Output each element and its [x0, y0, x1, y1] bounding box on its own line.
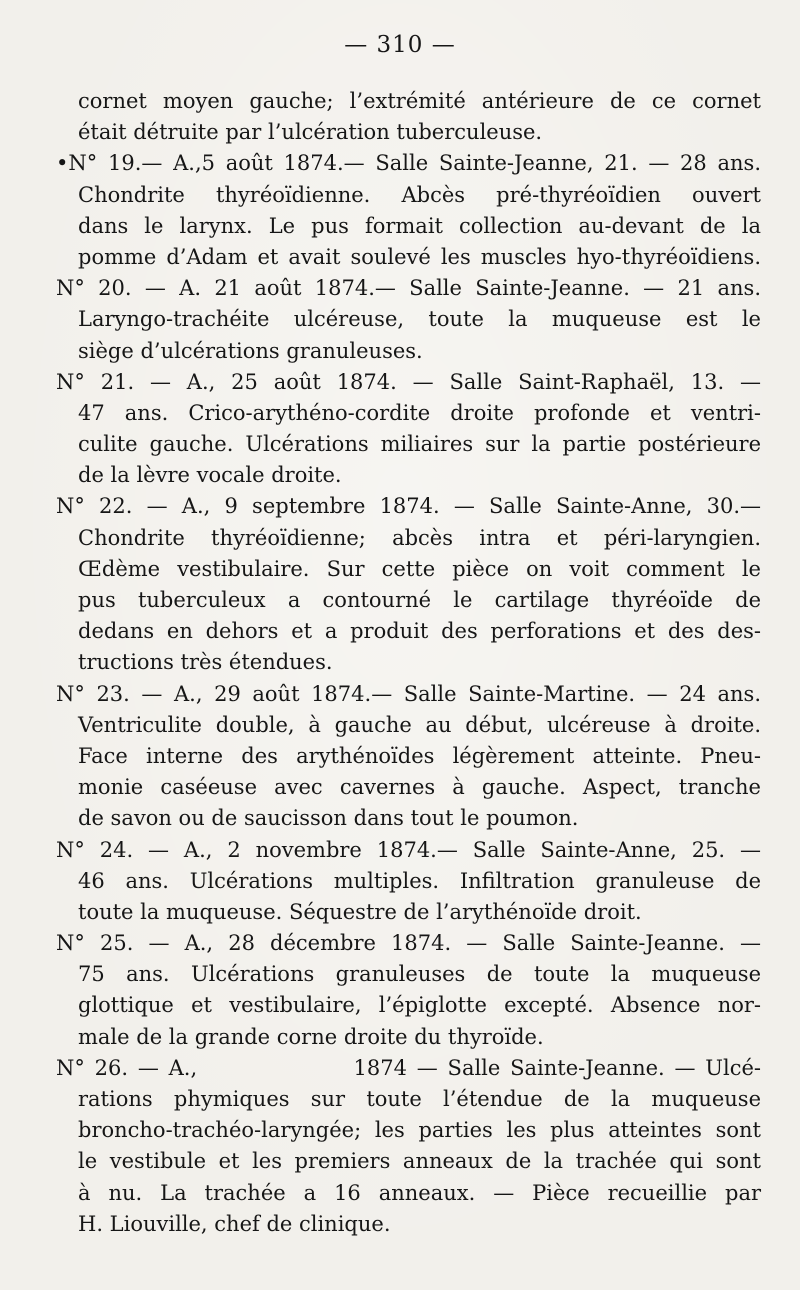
text-line: H. Liouville, chef de clinique. [78, 1211, 391, 1236]
text-line: Ventriculite double, à gauche au début, ulcéreuse à droite. [78, 712, 761, 737]
text-line: Œdème vestibulaire. Sur cette pièce on voit comment le [78, 556, 761, 581]
text-line: Chondrite thyréoïdienne; abcès intra et péri-laryngien. [78, 525, 761, 550]
text-line: Face interne des arythénoïdes légèrement atteinte. Pneu- [78, 743, 761, 768]
text-line: toute la muqueuse. Séquestre de l’arythénoïde droit. [78, 899, 642, 924]
text-line: glottique et vestibulaire, l’épiglotte excepté. Absence nor- [78, 993, 761, 1018]
text-line: cornet moyen gauche; l’extrémité antérieure de ce cornet [78, 89, 761, 113]
page-body-text [56, 86, 761, 1240]
text-line: siège d’ulcérations granuleuses. [78, 338, 423, 363]
text-line: à nu. La trachée a 16 anneaux. — Pièce recueillie par [78, 1180, 761, 1205]
text-line: était détruite par l’ulcération tuberculeuse. [78, 120, 543, 145]
text-line: pus tuberculeux a contourné le cartilage thyréoïde de [78, 588, 761, 612]
text-line: tructions très étendues. [78, 650, 333, 675]
text-line: pomme d’Adam et avait soulevé les muscles hyo-thyréoïdiens. [78, 244, 761, 269]
page-number: — 310 — [344, 32, 456, 58]
text-line: dedans en dehors et a produit des perforations et des des- [78, 619, 761, 644]
text-line: N° 20. — A. 21 août 1874.— Salle Sainte-Jeanne. — 21 ans. [56, 276, 761, 301]
text-line: N° 24. — A., 2 novembre 1874.— Salle Sainte-Anne, 25. — [56, 837, 761, 862]
text-line: rations phymiques sur toute l’étendue de la muqueuse [78, 1087, 761, 1111]
text-line: de savon ou de saucisson dans tout le poumon. [78, 806, 579, 831]
text-line: 46 ans. Ulcérations multiples. Infiltration granuleuse de [78, 868, 761, 893]
text-line: Laryngo-trachéite ulcéreuse, toute la muqueuse est le [78, 307, 761, 332]
text-line: N° 25. — A., 28 décembre 1874. — Salle Sainte-Jeanne. — [56, 931, 761, 956]
text-line: N° 22. — A., 9 septembre 1874. — Salle Sainte-Anne, 30.— [56, 494, 761, 519]
text-line: •N° 19.— A.,5 août 1874.— Salle Sainte-Jeanne, 21. — 28 ans. [56, 151, 761, 176]
text-line: male de la grande corne droite du thyroïde. [78, 1024, 544, 1049]
text-line: monie caséeuse avec cavernes à gauche. Aspect, tranche [78, 775, 761, 800]
text-line: de la lèvre vocale droite. [78, 463, 342, 488]
text-line: N° 21. — A., 25 août 1874. — Salle Saint-Raphaël, 13. — [56, 369, 761, 394]
text-line: N° 23. — A., 29 août 1874.— Salle Sainte-Martine. — 24 ans. [56, 681, 761, 706]
text-line: dans le larynx. Le pus formait collection au-devant de la [78, 213, 761, 238]
text-line: 75 ans. Ulcérations granuleuses de toute la muqueuse [78, 962, 761, 987]
text-line: broncho-trachéo-laryngée; les parties les plus atteintes sont [78, 1118, 761, 1143]
text-line: 47 ans. Crico-arythéno-cordite droite profonde et ventri- [78, 400, 761, 425]
text-line: le vestibule et les premiers anneaux de la trachée qui sont [78, 1149, 761, 1174]
text-line: culite gauche. Ulcérations miliaires sur la partie postérieure [78, 432, 761, 457]
text-line: N° 26. — A., 1874 — Salle Sainte-Jeanne. — Ulcé- [56, 1055, 761, 1080]
text-line: Chondrite thyréoïdienne. Abcès pré-thyréoïdien ouvert [78, 182, 761, 207]
